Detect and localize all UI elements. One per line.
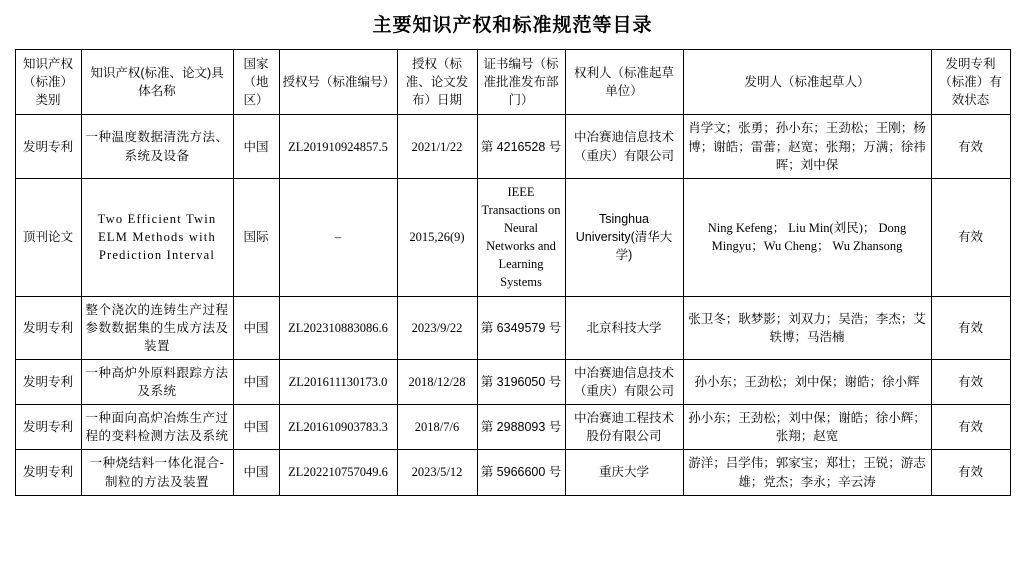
table-row xyxy=(15,178,1010,296)
header-date: 授权（标准、论文发布）日期 xyxy=(397,50,477,115)
header-grant-no: 授权号（标准编号） xyxy=(279,50,397,115)
cell-name: 一种烧结料一体化混合-制粒的方法及装置 xyxy=(81,450,233,495)
header-name: 知识产权(标准、论文)具体名称 xyxy=(81,50,233,115)
cell-status: 有效 xyxy=(931,450,1010,495)
cell-inventors: 孙小东；王劲松；刘中保；谢皓；徐小辉；张翔；赵宽 xyxy=(683,405,931,450)
cell-date: 2015,26(9) xyxy=(397,178,477,296)
header-owner: 权利人（标准起草单位） xyxy=(565,50,683,115)
cell-status: 有效 xyxy=(931,296,1010,359)
cell-country: 中国 xyxy=(233,405,279,450)
header-category: 知识产权（标准）类别 xyxy=(15,50,81,115)
header-country: 国家（地区） xyxy=(233,50,279,115)
cell-grant-no: ZL202310883086.6 xyxy=(279,296,397,359)
table-header xyxy=(15,50,1010,115)
cell-grant-no: ZL201610903783.3 xyxy=(279,405,397,450)
table-row xyxy=(15,115,1010,178)
cell-owner: 中冶赛迪工程技术股份有限公司 xyxy=(565,405,683,450)
cell-inventors: Ning Kefeng； Liu Min(刘民)； Dong Mingyu；Wu Cheng； Wu Zhansong xyxy=(683,178,931,296)
cell-grant-no: – xyxy=(279,178,397,296)
cell-country: 中国 xyxy=(233,450,279,495)
cell-country: 中国 xyxy=(233,115,279,178)
cell-category: 发明专利 xyxy=(15,296,81,359)
cell-date: 2018/7/6 xyxy=(397,405,477,450)
cell-category: 发明专利 xyxy=(15,359,81,404)
cell-inventors: 肖学文；张勇；孙小东；王劲松；王刚；杨博；谢皓；雷蕾；赵宽；张翔；万满；徐祎晖；刘中保 xyxy=(683,115,931,178)
cell-name: 一种面向高炉冶炼生产过程的变料检测方法及系统 xyxy=(81,405,233,450)
cell-status: 有效 xyxy=(931,178,1010,296)
cell-country: 中国 xyxy=(233,296,279,359)
table-body xyxy=(15,115,1010,495)
cell-date: 2023/9/22 xyxy=(397,296,477,359)
document-page xyxy=(0,10,1025,574)
cell-owner: 中冶赛迪信息技术（重庆）有限公司 xyxy=(565,359,683,404)
cell-cert-no: 第 2988093 号 xyxy=(477,405,565,450)
cell-cert-no: 第 5966600 号 xyxy=(477,450,565,495)
cell-cert-no: 第 4216528 号 xyxy=(477,115,565,178)
cell-inventors: 孙小东；王劲松；刘中保；谢皓；徐小辉 xyxy=(683,359,931,404)
cell-category: 发明专利 xyxy=(15,450,81,495)
intellectual-property-table xyxy=(15,49,1011,496)
cell-status: 有效 xyxy=(931,405,1010,450)
cell-grant-no: ZL202210757049.6 xyxy=(279,450,397,495)
page-title: 主要知识产权和标准规范等目录 xyxy=(372,15,653,36)
cell-cert-no: IEEE Transactions on Neural Networks and Learning Systems xyxy=(477,178,565,296)
cell-name: 一种温度数据清洗方法、系统及设备 xyxy=(81,115,233,178)
cell-inventors: 张卫冬；耿梦影；刘双力；吴浩；李杰；艾轶博；马浩楠 xyxy=(683,296,931,359)
cell-owner: Tsinghua University(清华大学) xyxy=(565,178,683,296)
cell-date: 2021/1/22 xyxy=(397,115,477,178)
cell-status: 有效 xyxy=(931,359,1010,404)
table-row xyxy=(15,405,1010,450)
cell-cert-no: 第 3196050 号 xyxy=(477,359,565,404)
cell-name: 一种高炉外原料跟踪方法及系统 xyxy=(81,359,233,404)
header-status: 发明专利（标准）有效状态 xyxy=(931,50,1010,115)
cell-category: 发明专利 xyxy=(15,405,81,450)
cell-owner: 北京科技大学 xyxy=(565,296,683,359)
cell-cert-no: 第 6349579 号 xyxy=(477,296,565,359)
cell-name: 整个浇次的连铸生产过程参数数据集的生成方法及装置 xyxy=(81,296,233,359)
cell-name: Two Efficient Twin ELM Methods with Prediction Interval xyxy=(81,178,233,296)
cell-grant-no: ZL201910924857.5 xyxy=(279,115,397,178)
cell-owner: 中冶赛迪信息技术（重庆）有限公司 xyxy=(565,115,683,178)
table-row xyxy=(15,450,1010,495)
cell-country: 中国 xyxy=(233,359,279,404)
table-row xyxy=(15,296,1010,359)
cell-category: 顶刊论文 xyxy=(15,178,81,296)
cell-date: 2018/12/28 xyxy=(397,359,477,404)
cell-country: 国际 xyxy=(233,178,279,296)
cell-owner: 重庆大学 xyxy=(565,450,683,495)
header-inventors: 发明人（标准起草人） xyxy=(683,50,931,115)
cell-inventors: 游洋；吕学伟；郭家宝；郑壮；王锐；游志雄；党杰；李永；辛云涛 xyxy=(683,450,931,495)
table-row xyxy=(15,359,1010,404)
cell-category: 发明专利 xyxy=(15,115,81,178)
cell-status: 有效 xyxy=(931,115,1010,178)
cell-grant-no: ZL201611130173.0 xyxy=(279,359,397,404)
cell-date: 2023/5/12 xyxy=(397,450,477,495)
header-cert-no: 证书编号（标准批准发布部门） xyxy=(477,50,565,115)
table-header-row xyxy=(15,50,1010,115)
